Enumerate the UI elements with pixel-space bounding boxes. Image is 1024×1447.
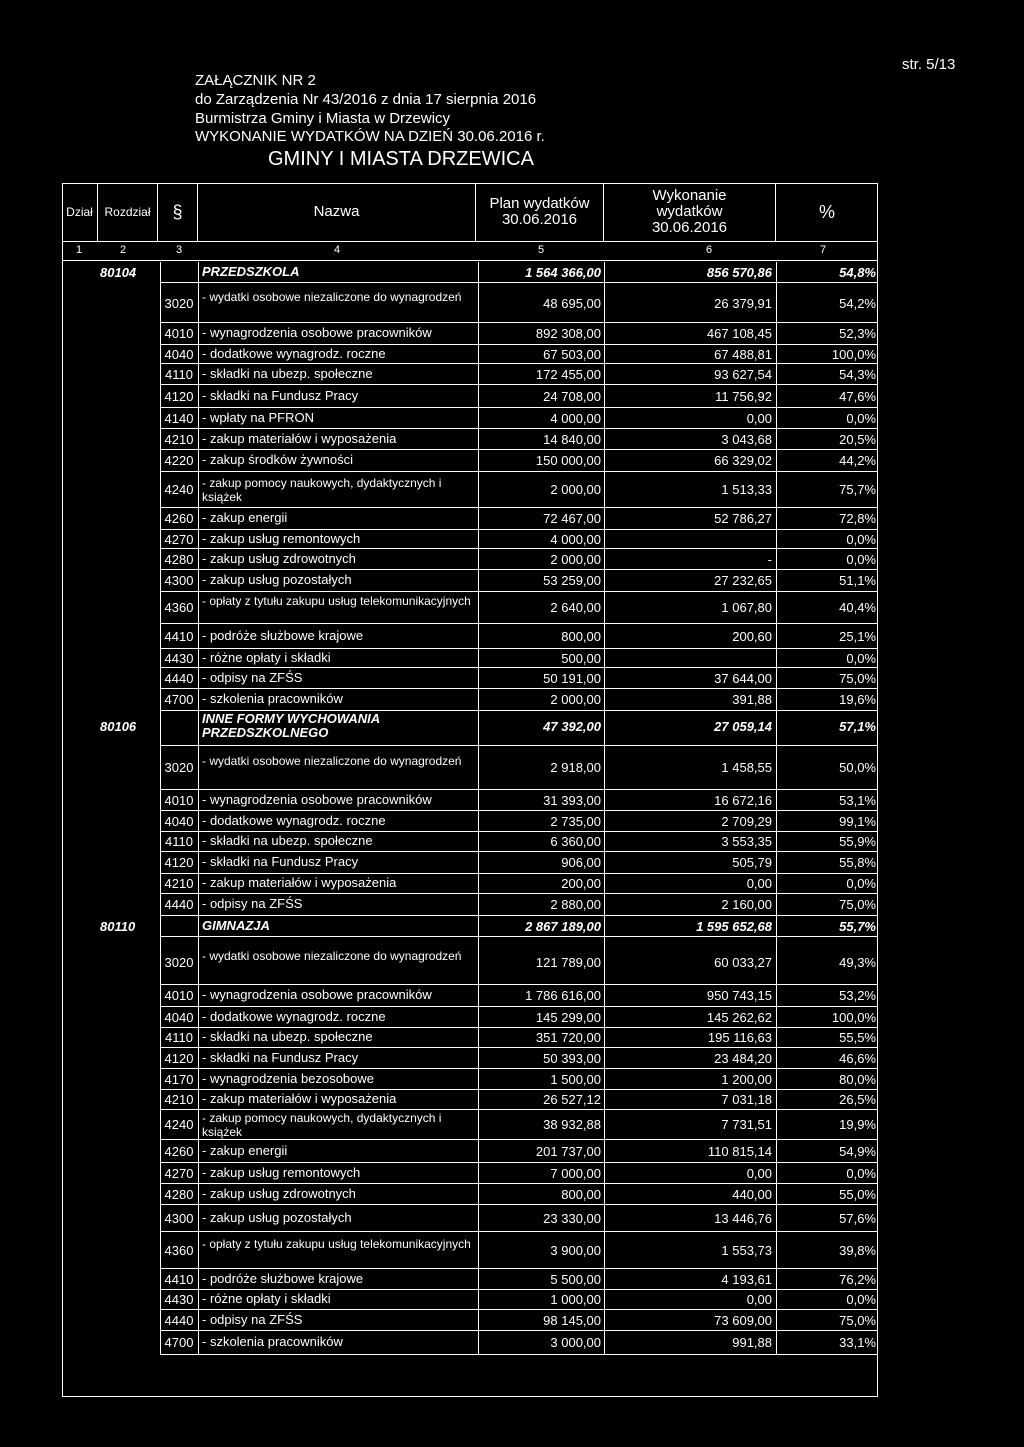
paragraph-code: 4120 [164,855,194,870]
table-row [0,1232,1024,1269]
ordinance-line: do Zarządzenia Nr 43/2016 z dnia 17 sierpnia 2016 [195,91,537,108]
paragraph-code: 4110 [165,834,193,849]
table-row [0,364,1024,385]
paragraph-code: 4270 [164,1166,194,1181]
row-name: - zakup usług pozostałych [202,1210,352,1225]
row-name: - zakup energii [202,510,288,525]
row-name: - dodatkowe wynagrodz. roczne [202,346,386,361]
row-execution: 145 262,62 [706,1010,772,1025]
row-execution: 52 786,27 [714,511,772,526]
paragraph-code: 3020 [164,955,194,970]
table-row [0,472,1024,508]
row-percent: 75,7% [839,482,876,497]
table-row [0,894,1024,916]
row-plan: 4 000,00 [550,532,601,547]
row-execution: 0,00 [746,1166,772,1181]
table-row [0,790,1024,811]
row-execution: 950 743,15 [706,988,772,1003]
paragraph-code: 4140 [164,411,194,426]
section-percent: 54,8% [839,265,876,280]
row-execution: 26 379,91 [714,296,772,311]
row-percent: 75,0% [839,1313,876,1328]
mayor-line: Burmistrza Gminy i Miasta w Drzewicy [195,110,451,127]
table-row [0,1205,1024,1232]
row-name: - wydatki osobowe niezaliczone do wynagrodzeń [202,949,462,963]
row-name: - składki na ubezp. społeczne [202,1029,373,1044]
row-percent: 44,2% [839,453,876,468]
row-percent: 55,8% [839,855,876,870]
row-plan: 800,00 [561,1187,601,1202]
column-line [776,262,777,1355]
row-plan: 2 918,00 [550,760,601,775]
row-percent: 99,1% [839,814,876,829]
row-execution: 195 116,63 [707,1030,772,1045]
commune-title: GMINY I MIASTA DRZEWICA [268,148,534,170]
table-row [0,668,1024,689]
row-name: - składki na Fundusz Pracy [202,1050,359,1065]
row-name: - zakup usług zdrowotnych [202,1186,356,1201]
row-execution: 60 033,27 [714,955,772,970]
row-plan: 7 000,00 [550,1166,601,1181]
row-percent: 53,2% [839,988,876,1003]
row-percent: 55,9% [839,834,876,849]
row-plan: 31 393,00 [543,793,601,808]
row-execution: 0,00 [746,411,772,426]
col-plan-header: Plan wydatków 30.06.2016 [476,183,604,241]
column-line [160,262,161,1355]
row-execution: - [767,552,772,567]
table-row [0,689,1024,711]
paragraph-code: 3020 [164,296,194,311]
table-row [0,592,1024,624]
row-plan: 2 735,00 [550,814,601,829]
row-name: - wpłaty na PFRON [202,410,314,425]
row-execution: 66 329,02 [714,453,772,468]
table-row [0,1269,1024,1290]
section-row [0,916,1024,936]
row-execution: 13 446,76 [714,1211,772,1226]
col-number: 2 [120,244,127,256]
paragraph-code: 3020 [164,760,194,775]
section-execution: 856 570,86 [706,265,772,280]
table-row [0,429,1024,450]
row-line [160,936,878,937]
row-plan: 53 259,00 [543,573,601,588]
col-number: 1 [76,244,83,256]
row-execution: 1 553,73 [721,1243,772,1258]
row-name: - podróże służbowe krajowe [202,628,364,643]
row-name: - zakup materiałów i wyposażenia [202,875,397,890]
row-name: - zakup energii [202,1143,288,1158]
row-percent: 39,8% [839,1243,876,1258]
table-row [0,1048,1024,1069]
row-name: - zakup pomocy naukowych, dydaktycznych i książek [202,1111,442,1139]
table-row [0,746,1024,790]
row-percent: 54,9% [839,1144,876,1159]
section-percent: 57,1% [839,719,876,734]
row-percent: 47,6% [839,389,876,404]
row-plan: 121 789,00 [535,955,601,970]
row-plan: 38 932,88 [543,1117,601,1132]
row-plan: 48 695,00 [543,296,601,311]
row-name: - wynagrodzenia osobowe pracowników [202,792,432,807]
section-name: GIMNAZJA [202,918,270,933]
row-execution: 3 043,68 [721,432,772,447]
row-execution: 2 709,29 [721,814,772,829]
table-row [0,1110,1024,1140]
row-name: - składki na ubezp. społeczne [202,366,373,381]
table-row [0,811,1024,832]
col-execution-header: Wykonanie wydatków 30.06.2016 [604,183,776,241]
row-percent: 19,9% [839,1117,876,1132]
row-plan: 67 503,00 [543,347,601,362]
row-execution: 1 200,00 [721,1072,772,1087]
row-percent: 20,5% [839,432,876,447]
row-execution: 1 067,80 [721,600,772,615]
table-row [0,450,1024,472]
row-execution: 16 672,16 [714,793,772,808]
page-number: str. 5/13 [902,56,956,73]
row-name: - składki na ubezp. społeczne [202,833,373,848]
row-execution: 27 232,65 [714,573,772,588]
paragraph-code: 4410 [164,1272,194,1287]
row-line [160,282,878,283]
row-percent: 55,0% [839,1187,876,1202]
column-line [478,262,479,1355]
row-execution: 11 756,92 [715,389,772,404]
section-execution: 27 059,14 [714,719,772,734]
paragraph-code: 4240 [164,1117,194,1132]
row-name: - zakup usług remontowych [202,1165,361,1180]
row-plan: 2 000,00 [550,692,601,707]
table-row [0,323,1024,345]
row-execution: 1 458,55 [721,760,772,775]
row-execution: 200,60 [732,629,772,644]
row-plan: 2 000,00 [550,482,601,497]
col-dzial-header: Dział [62,183,98,241]
section-plan: 2 867 189,00 [525,919,601,934]
row-name: - wynagrodzenia osobowe pracowników [202,987,432,1002]
paragraph-code: 4300 [164,1211,194,1226]
row-name: - odpisy na ZFŚS [202,1312,303,1327]
paragraph-code: 4010 [164,793,194,808]
paragraph-code: 4010 [164,326,194,341]
row-percent: 52,3% [839,326,876,341]
table-row [0,649,1024,668]
table-row [0,852,1024,874]
table-row [0,530,1024,549]
row-plan: 892 308,00 [535,326,601,341]
row-percent: 0,0% [846,552,876,567]
row-percent: 26,5% [839,1092,876,1107]
row-plan: 1 000,00 [550,1292,601,1307]
row-plan: 201 737,00 [535,1144,601,1159]
table-row [0,624,1024,649]
col-number: 3 [176,244,183,256]
row-percent: 57,6% [839,1211,876,1226]
row-plan: 200,00 [561,876,601,891]
section-percent: 55,7% [839,919,876,934]
paragraph-code: 4280 [164,1187,194,1202]
row-execution: 440,00 [732,1187,772,1202]
row-percent: 80,0% [839,1072,876,1087]
row-percent: 100,0% [831,1010,876,1025]
table-row [0,1069,1024,1090]
row-percent: 76,2% [839,1272,876,1287]
paragraph-code: 4410 [164,629,194,644]
col-number: 4 [334,244,341,256]
section-name: INNE FORMY WYCHOWANIA PRZEDSZKOLNEGO [202,711,380,740]
row-name: - składki na Fundusz Pracy [202,854,359,869]
row-percent: 55,5% [839,1030,876,1045]
row-execution: 391,88 [732,692,772,707]
row-execution: 73 609,00 [714,1313,772,1328]
col-rozdzial-header: Rozdział [98,183,158,241]
paragraph-code: 4040 [164,814,194,829]
row-name: - odpisy na ZFŚS [202,896,303,911]
col-number: 7 [820,244,827,256]
table-row [0,1184,1024,1205]
row-name: - szkolenia pracowników [202,1334,343,1349]
row-plan: 906,00 [561,855,601,870]
table-row [0,1007,1024,1028]
table-row [0,985,1024,1007]
paragraph-code: 4170 [164,1072,194,1087]
paragraph-code: 4040 [164,1010,194,1025]
section-code: 80104 [100,265,137,280]
row-execution: 110 815,14 [707,1144,772,1159]
row-plan: 150 000,00 [535,453,601,468]
row-name: - dodatkowe wynagrodz. roczne [202,1009,386,1024]
row-percent: 19,6% [839,692,876,707]
row-percent: 54,2% [839,296,876,311]
paragraph-code: 4220 [164,453,194,468]
row-name: - zakup pomocy naukowych, dydaktycznych i książek [202,476,442,504]
section-execution: 1 595 652,68 [696,919,772,934]
row-name: - wydatki osobowe niezaliczone do wynagrodzeń [202,290,462,304]
row-name: - zakup materiałów i wyposażenia [202,1091,397,1106]
row-name: - wynagrodzenia osobowe pracowników [202,325,432,340]
row-name: - różne opłaty i składki [202,1291,331,1306]
row-percent: 100,0% [831,347,876,362]
table-row [0,385,1024,408]
section-name: PRZEDSZKOLA [202,264,300,279]
row-plan: 5 500,00 [550,1272,601,1287]
row-execution: 7 031,18 [721,1092,772,1107]
table-row [0,570,1024,592]
row-execution: 3 553,35 [721,834,772,849]
table-row [0,345,1024,364]
execution-line: WYKONANIE WYDATKÓW NA DZIEŃ 30.06.2016 r. [195,128,545,145]
section-code: 80110 [100,919,136,934]
row-execution: 37 644,00 [714,671,772,686]
paragraph-code: 4440 [164,671,194,686]
section-row [0,262,1024,282]
row-plan: 3 000,00 [550,1335,601,1350]
row-plan: 50 393,00 [543,1051,601,1066]
row-name: - szkolenia pracowników [202,691,343,706]
row-percent: 0,0% [846,532,876,547]
row-plan: 500,00 [561,651,601,666]
paragraph-code: 4110 [165,367,193,382]
row-name: - zakup usług pozostałych [202,572,352,587]
paragraph-code: 4430 [164,651,194,666]
table-row [0,1140,1024,1163]
table-row [0,408,1024,429]
row-percent: 50,0% [839,760,876,775]
row-name: - podróże służbowe krajowe [202,1271,364,1286]
col-paragraph-header: § [158,183,198,241]
row-name: - opłaty z tytułu zakupu usług telekomunikacyjnych [202,1237,471,1251]
paragraph-code: 4440 [164,897,194,912]
col-number: 5 [538,244,545,256]
paragraph-code: 4360 [164,600,194,615]
row-name: - składki na Fundusz Pracy [202,388,359,403]
paragraph-code: 4110 [165,1030,193,1045]
paragraph-code: 4120 [164,389,194,404]
row-name: - odpisy na ZFŚS [202,670,303,685]
col-name-header: Nazwa [198,183,476,241]
row-percent: 49,3% [839,955,876,970]
row-percent: 75,0% [839,897,876,912]
table-row [0,1163,1024,1184]
row-name: - wydatki osobowe niezaliczone do wynagrodzeń [202,754,462,768]
paragraph-code: 4280 [164,552,194,567]
row-execution: 4 193,61 [721,1272,772,1287]
row-percent: 0,0% [846,411,876,426]
row-plan: 1 500,00 [550,1072,601,1087]
row-execution: 467 108,45 [706,326,772,341]
col-number: 6 [706,244,713,256]
table-row [0,1290,1024,1310]
paragraph-code: 4700 [164,1335,194,1350]
paragraph-code: 4210 [164,432,194,447]
paragraph-code: 4300 [164,573,194,588]
row-percent: 0,0% [846,876,876,891]
paragraph-code: 4700 [164,692,194,707]
column-line [198,262,199,1355]
row-execution: 505,79 [732,855,772,870]
paragraph-code: 4040 [164,347,194,362]
row-plan: 14 840,00 [543,432,601,447]
row-plan: 26 527,12 [543,1092,601,1107]
paragraph-code: 4240 [164,482,194,497]
row-percent: 0,0% [846,1292,876,1307]
table-row [0,1090,1024,1110]
row-name: - różne opłaty i składki [202,650,331,665]
row-execution: 93 627,54 [714,367,772,382]
table-row [0,1331,1024,1355]
table-row [0,1310,1024,1331]
paragraph-code: 4010 [164,988,194,1003]
row-plan: 800,00 [561,629,601,644]
section-code: 80106 [100,719,137,734]
col-percent-header: % [818,202,835,222]
row-name: - zakup usług remontowych [202,531,361,546]
row-name: - wynagrodzenia bezosobowe [202,1071,374,1086]
row-plan: 98 145,00 [543,1313,601,1328]
table-row [0,832,1024,852]
section-plan: 1 564 366,00 [525,265,601,280]
row-percent: 33,1% [839,1335,876,1350]
table-row [0,940,1024,985]
row-name: - opłaty z tytułu zakupu usług telekomunikacyjnych [202,594,471,608]
table-row [0,285,1024,323]
row-percent: 72,8% [839,511,876,526]
table-row [0,549,1024,570]
row-percent: 75,0% [839,671,876,686]
row-plan: 2 640,00 [550,600,601,615]
row-plan: 24 708,00 [543,389,601,404]
row-execution: 0,00 [746,1292,772,1307]
row-execution: 0,00 [746,876,772,891]
paragraph-code: 4210 [164,876,194,891]
row-name: - zakup środków żywności [202,452,353,467]
row-execution: 2 160,00 [721,897,772,912]
row-percent: 53,1% [839,793,876,808]
paragraph-code: 4120 [164,1051,194,1066]
row-plan: 172 455,00 [535,367,601,382]
row-plan: 3 900,00 [550,1243,601,1258]
row-percent: 54,3% [839,367,876,382]
table-row [0,1028,1024,1048]
row-plan: 23 330,00 [543,1211,601,1226]
row-execution: 1 513,33 [721,482,772,497]
row-execution: 991,88 [732,1335,772,1350]
row-execution: 7 731,51 [721,1117,772,1132]
paragraph-code: 4260 [164,1144,194,1159]
section-row [0,711,1024,745]
paragraph-code: 4210 [164,1092,194,1107]
paragraph-code: 4360 [164,1243,194,1258]
column-line [604,262,605,1355]
row-plan: 145 299,00 [535,1010,601,1025]
row-percent: 46,6% [839,1051,876,1066]
column-number-row [62,241,878,261]
row-plan: 4 000,00 [550,411,601,426]
paragraph-code: 4270 [164,532,194,547]
row-plan: 6 360,00 [550,834,601,849]
table-row [0,874,1024,894]
row-plan: 72 467,00 [543,511,601,526]
row-execution: 23 484,20 [714,1051,772,1066]
row-plan: 50 191,00 [543,671,601,686]
row-plan: 1 786 616,00 [525,988,601,1003]
row-execution: 67 488,81 [714,347,772,362]
row-name: - dodatkowe wynagrodz. roczne [202,813,386,828]
row-plan: 351 720,00 [535,1030,601,1045]
row-name: - zakup usług zdrowotnych [202,551,356,566]
row-percent: 0,0% [846,1166,876,1181]
paragraph-code: 4260 [164,511,194,526]
row-plan: 2 880,00 [550,897,601,912]
row-percent: 0,0% [846,651,876,666]
table-row [0,508,1024,530]
row-name: - zakup materiałów i wyposażenia [202,431,397,446]
row-percent: 51,1% [839,573,876,588]
row-percent: 25,1% [839,629,876,644]
row-plan: 2 000,00 [550,552,601,567]
paragraph-code: 4440 [164,1313,194,1328]
attachment-title: ZAŁĄCZNIK NR 2 [195,72,316,89]
row-percent: 40,4% [839,600,876,615]
row-line [160,1354,878,1355]
paragraph-code: 4430 [164,1292,194,1307]
section-plan: 47 392,00 [543,719,601,734]
